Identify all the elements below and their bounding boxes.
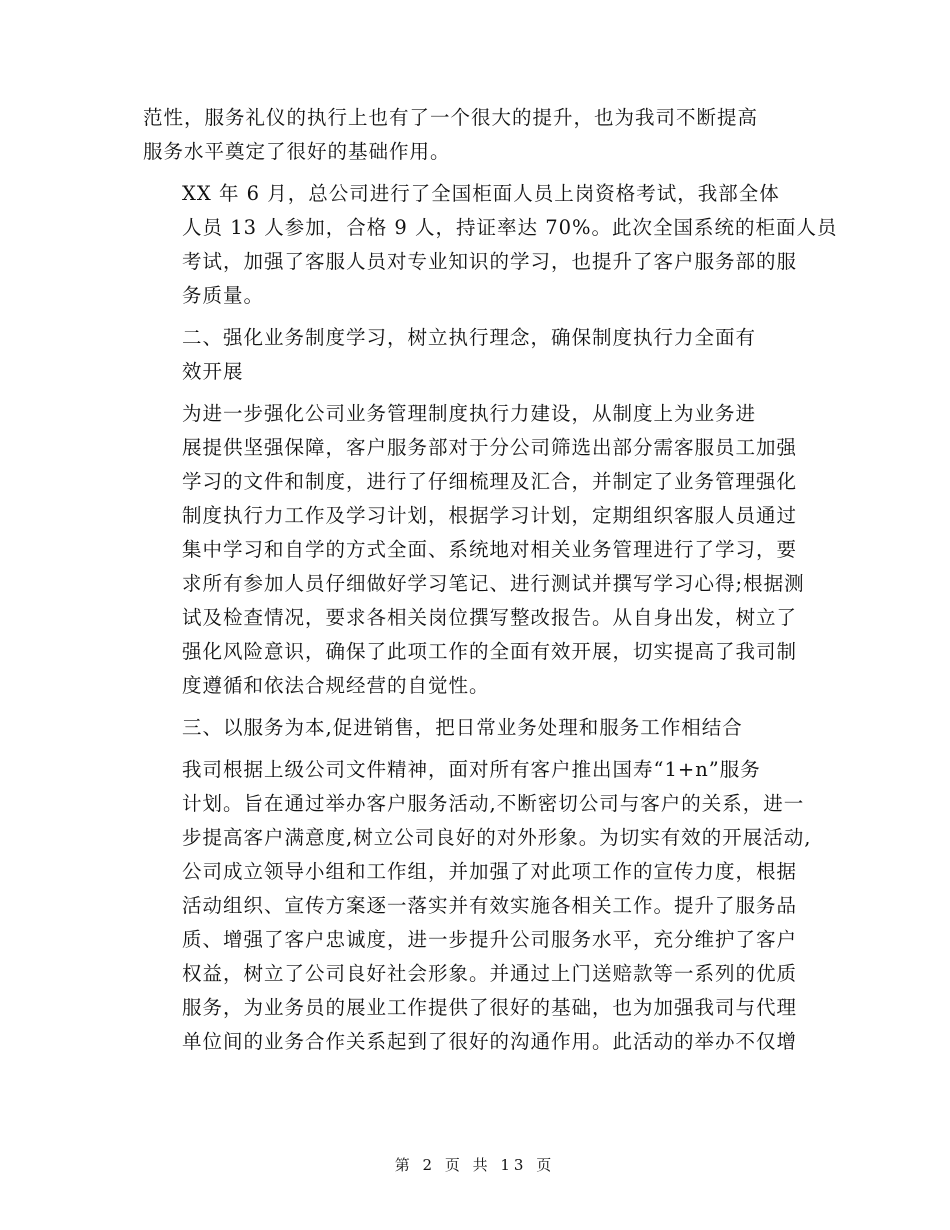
text-line: 服务，为业务员的展业工作提供了很好的基础，也为加强我司与代理: [182, 996, 798, 1019]
paragraph: [143, 753, 823, 1059]
text-line: 活动组织、宣传方案逐一落实并有效实施各相关工作。提升了服务品: [182, 894, 798, 917]
text-line: 二、强化业务制度学习，树立执行理念，确保制度执行力全面有: [182, 326, 757, 349]
text-line: 步提高客户满意度,树立公司良好的对外形象。为切实有效的开展活动,: [182, 826, 812, 849]
text-line: 质、增强了客户忠诚度，进一步提升公司服务水平，充分维护了客户: [182, 928, 798, 951]
paragraph: [143, 397, 823, 703]
text-line: 服务水平奠定了很好的基础作用。: [143, 140, 451, 163]
paragraph: [143, 177, 838, 313]
text-line: 计划。旨在通过举办客户服务活动,不断密切公司与客户的关系，进一: [182, 792, 805, 815]
text-line: 度遵循和依法合规经营的自觉性。: [182, 674, 490, 697]
text-line: 权益，树立了公司良好社会形象。并通过上门送赔款等一系列的优质: [182, 962, 798, 985]
text-line: 集中学习和自学的方式全面、系统地对相关业务管理进行了学习，要: [182, 538, 798, 561]
text-line: XX 年 6 月，总公司进行了全国柜面人员上岗资格考试，我部全体: [182, 182, 780, 205]
text-line: 求所有参加人员仔细做好学习笔记、进行测试并撰写学习心得;根据测: [182, 572, 805, 595]
text-line: 考试，加强了客服人员对专业知识的学习，也提升了客户服务部的服: [182, 250, 798, 273]
text-line: 强化风险意识，确保了此项工作的全面有效开展，切实提高了我司制: [182, 640, 798, 663]
paragraph: [143, 321, 823, 389]
text-line: 三、以服务为本,促进销售，把日常业务处理和服务工作相结合: [182, 716, 743, 739]
page-footer: 第 2 页 共 13 页: [394, 1156, 556, 1174]
text-line: 试及检查情况，要求各相关岗位撰写整改报告。从自身出发，树立了: [182, 606, 798, 629]
text-line: 效开展: [182, 360, 244, 383]
document-body: [143, 101, 838, 1067]
text-line: 单位间的业务合作关系起到了很好的沟通作用。此活动的举办不仅增: [182, 1030, 798, 1053]
paragraph: [143, 101, 823, 169]
text-line: 公司成立领导小组和工作组，并加强了对此项工作的宣传力度，根据: [182, 860, 798, 883]
text-line: 展提供坚强保障，客户服务部对于分公司筛选出部分需客服员工加强: [182, 436, 798, 459]
text-line: 人员 13 人参加，合格 9 人，持证率达 70%。此次全国系统的柜面人员: [182, 216, 838, 239]
text-line: 范性，服务礼仪的执行上也有了一个很大的提升，也为我司不断提高: [143, 106, 759, 129]
text-line: 学习的文件和制度，进行了仔细梳理及汇合，并制定了业务管理强化: [182, 470, 798, 493]
text-line: 务质量。: [182, 284, 265, 307]
paragraph: [143, 711, 823, 745]
text-line: 为进一步强化公司业务管理制度执行力建设，从制度上为业务进: [182, 402, 757, 425]
text-line: 我司根据上级公司文件精神，面对所有客户推出国寿“1+n”服务: [182, 758, 761, 781]
text-line: 制度执行力工作及学习计划，根据学习计划，定期组织客服人员通过: [182, 504, 798, 527]
